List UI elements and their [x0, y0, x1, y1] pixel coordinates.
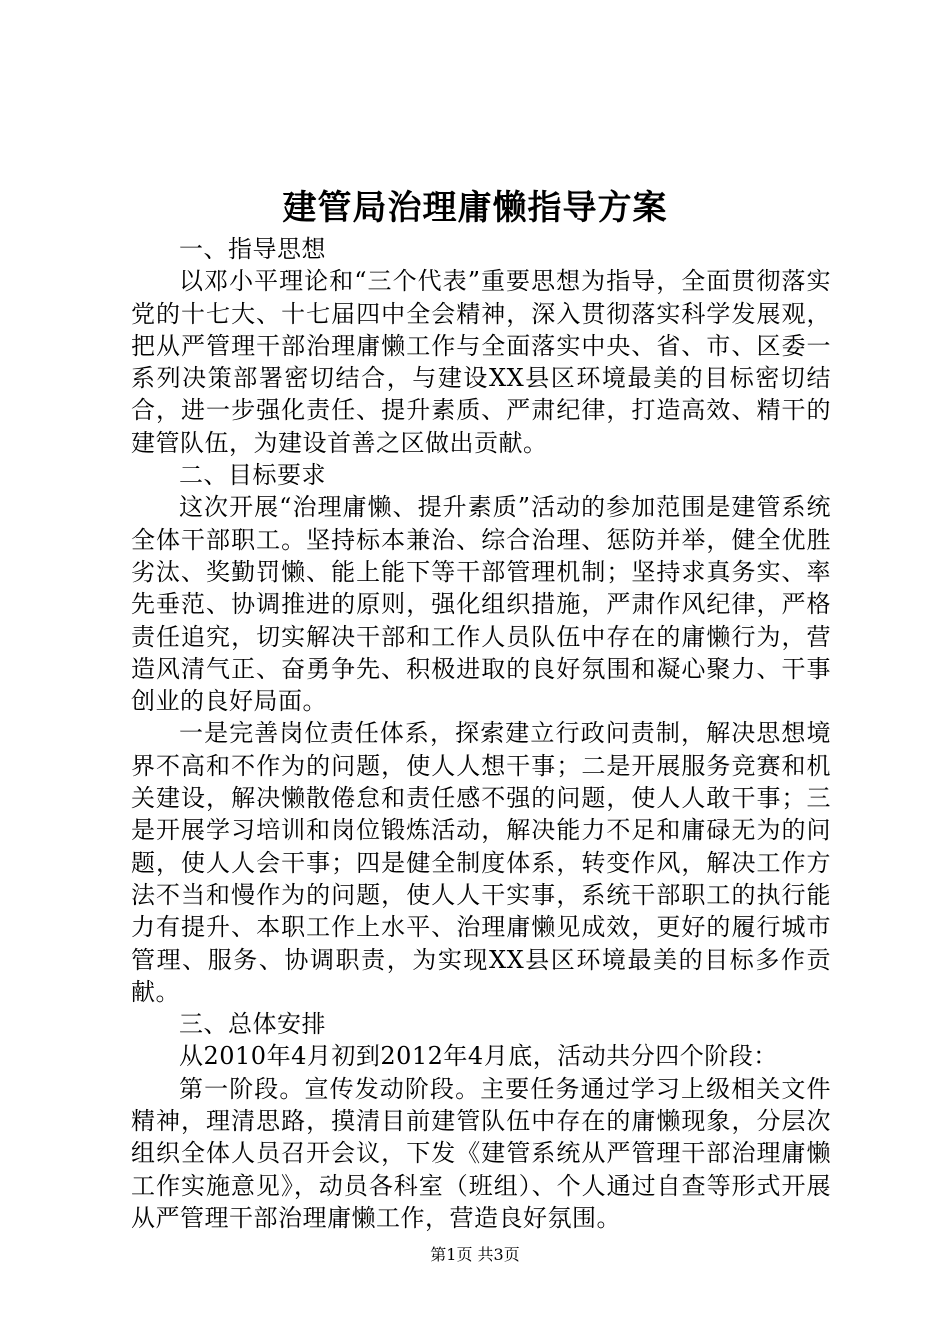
- document-title: 建管局治理庸懒指导方案: [282, 188, 668, 228]
- section-heading-overall-arrangement: 三、总体安排: [179, 1010, 326, 1039]
- paragraph-guiding-ideology: 以邓小平理论和“三个代表”重要思想为指导，全面贯彻落实党的十七大、十七届四中全会精神，深入贯彻落实科学发展观，把从严管理干部治理庸懒工作与全面落实中央、省、市、区委一系列决策部署密切结合，与建设XX县区环境最美的目标密切结合，进一步强化责任、提升素质、严肃纪律，打造高效、精干的建管队伍，为建设首善之区做出贡献。: [131, 267, 831, 457]
- paragraph-phase-one: 第一阶段。宣传发动阶段。主要任务通过学习上级相关文件精神，理清思路，摸清目前建管队伍中存在的庸懒现象，分层次组织全体人员召开会议，下发《建管系统从严管理干部治理庸懒工作实施意见》，动员各科室（班组）、个人通过自查等形式开展从严管理干部治理庸懒工作，营造良好氛围。: [131, 1074, 831, 1232]
- page-footer: 第1页 共3页: [430, 1245, 520, 1264]
- section-heading-objectives: 二、目标要求: [179, 461, 326, 490]
- paragraph-objectives: 这次开展“治理庸懒、提升素质”活动的参加范围是建管系统全体干部职工。坚持标本兼治、综合治理、惩防并举，健全优胜劣汰、奖勤罚懒、能上能下等干部管理机制；坚持求真务实、率先垂范、协调推进的原则，强化组织措施，严肃作风纪律，严格责任追究，切实解决干部和工作人员队伍中存在的庸懒行为，营造风清气正、奋勇争先、积极进取的良好氛围和凝心聚力、干事创业的良好局面。: [131, 493, 831, 716]
- section-heading-guiding-ideology: 一、指导思想: [179, 235, 326, 263]
- paragraph-timeline: 从2010年4月初到2012年4月底，活动共分四个阶段：: [179, 1042, 778, 1071]
- paragraph-four-tasks: 一是完善岗位责任体系，探索建立行政问责制，解决思想境界不高和不作为的问题，使人人想干事；二是开展服务竞赛和机关建设，解决懒散倦怠和责任感不强的问题，使人人敢干事；三是开展学习培训和岗位锻炼活动，解决能力不足和庸碌无为的问题，使人人会干事；四是健全制度体系，转变作风，解决工作方法不当和慢作为的问题，使人人干实事，系统干部职工的执行能力有提升、本职工作上水平、治理庸懒见成效，更好的履行城市管理、服务、协调职责，为实现XX县区环境最美的目标多作贡献。: [131, 719, 831, 1006]
- document-body: [131, 233, 831, 1234]
